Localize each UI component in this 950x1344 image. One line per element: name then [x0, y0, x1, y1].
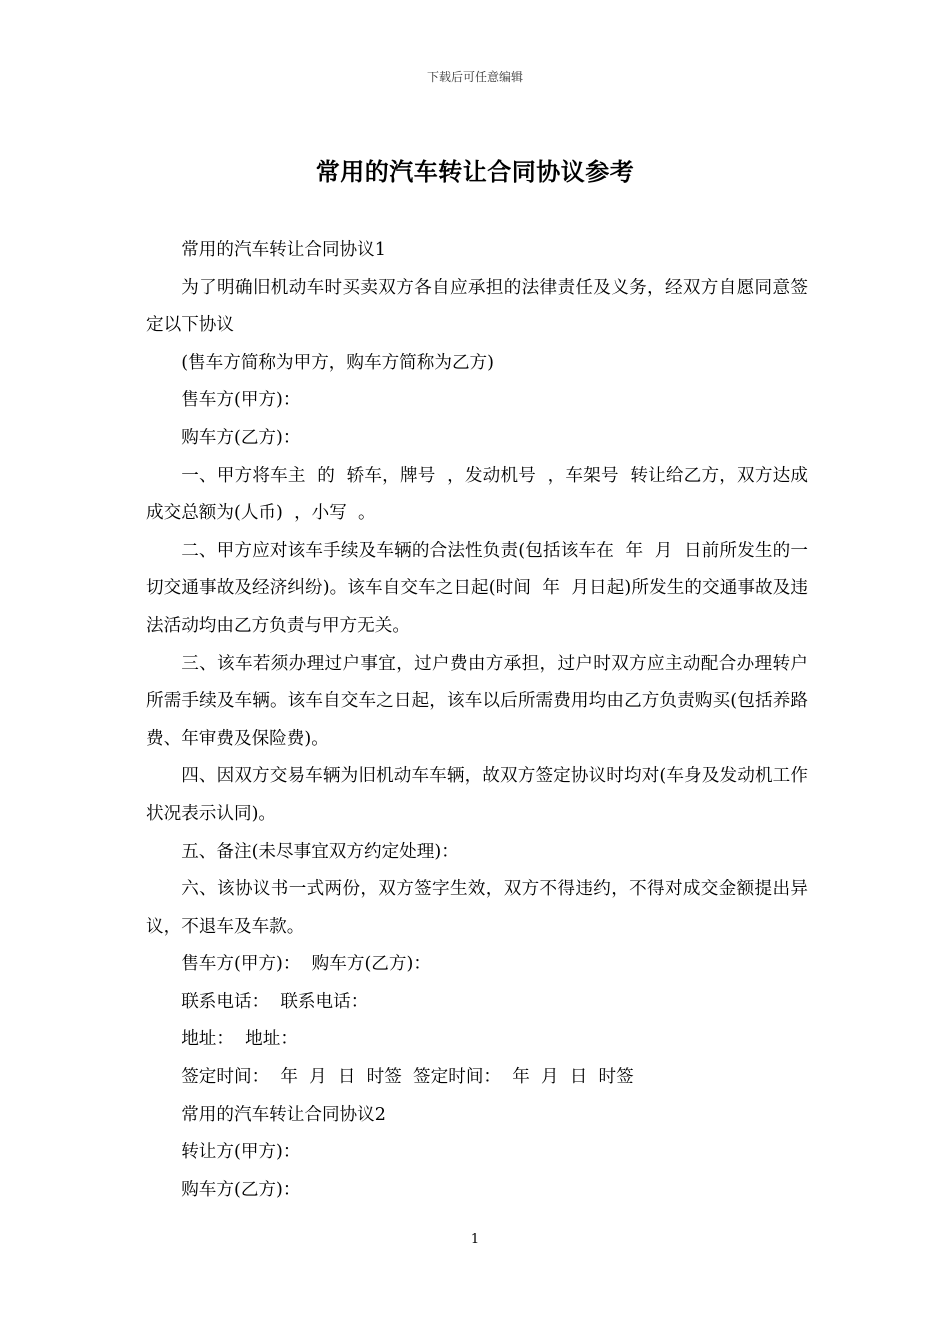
seller-line: 售车方(甲方)：: [181, 390, 301, 411]
paragraph-abbreviations: (售车方简称为甲方，购车方简称为乙方): [181, 352, 495, 373]
clause-4: 四、因双方交易车辆为旧机动车车辆，故双方签定协议时均对(车身及发动机工作状况表示认同)。: [146, 766, 808, 824]
clause-5: 五、备注(未尽事宜双方约定处理)：: [181, 841, 459, 862]
header-note: 下载后可任意编辑: [426, 70, 523, 84]
paragraph-purpose: 为了明确旧机动车时买卖双方各自应承担的法律责任及义务，经双方自愿同意签定以下协议: [146, 277, 808, 336]
section-heading-agreement-1: 常用的汽车转让合同协议1: [181, 240, 386, 260]
clause-3: 三、该车若须办理过户事宜，过户费由方承担，过户时双方应主动配合办理转户所需手续及车辆。该车自交车之日起，该车以后所需费用均由乙方负责购买(包括养路费、年审费及保险费)。: [146, 653, 808, 749]
document-title: 常用的汽车转让合同协议参考: [315, 157, 635, 186]
signing-time-line: 签定时间： 年 月 日 时签 签定时间： 年 月 日 时签: [181, 1067, 634, 1088]
buyer-line: 购车方(乙方)：: [181, 427, 301, 448]
contact-phone-line: 联系电话： 联系电话：: [181, 991, 369, 1012]
section-heading-agreement-2: 常用的汽车转让合同协议2: [181, 1104, 386, 1125]
buyer-line-2: 购车方(乙方)：: [181, 1179, 301, 1200]
document-body: [146, 232, 808, 1209]
clause-6: 六、该协议书一式两份，双方签字生效，双方不得违约，不得对成交金额提出异议，不退车及车款。: [146, 879, 808, 937]
transferor-line: 转让方(甲方)：: [181, 1142, 301, 1163]
signature-parties-line: 售车方(甲方)： 购车方(乙方)：: [181, 954, 431, 975]
clause-2: 二、甲方应对该车手续及车辆的合法性负责(包括该车在 年 月 日前所发生的一切交通事故及经济纠纷)。该车自交车之日起(时间 年 月日起)所发生的交通事故及违法活动均由乙方负责与甲方无关。: [146, 540, 808, 636]
clause-1: 一、甲方将车主 的 轿车，牌号 ，发动机号 ，车架号 转让给乙方，双方达成成交总额为(人币) ，小写 。: [146, 465, 808, 524]
address-line: 地址： 地址：: [181, 1029, 298, 1050]
page-number: 1: [470, 1232, 480, 1247]
